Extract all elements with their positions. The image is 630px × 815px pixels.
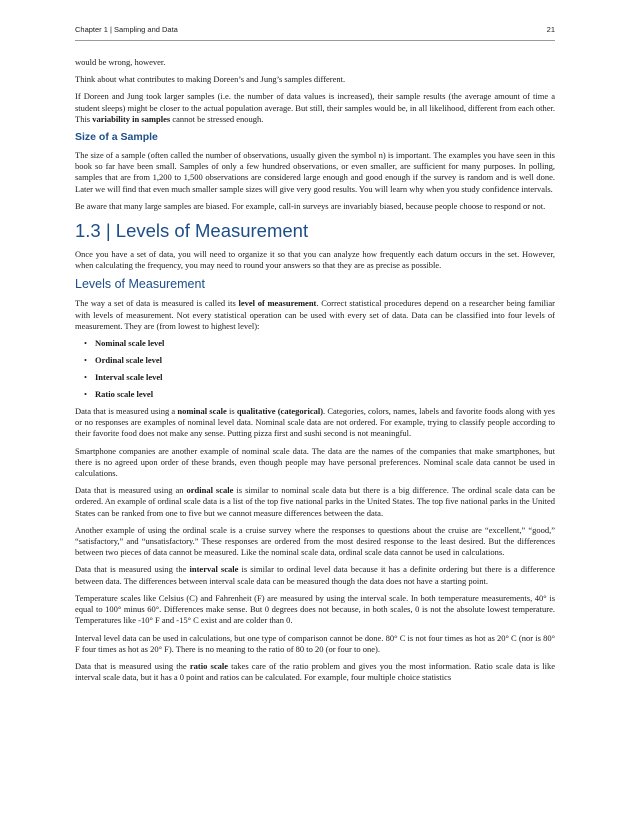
list-item <box>75 355 555 366</box>
list-item <box>75 338 555 349</box>
paragraph-3-text-a: If Doreen and Jung took larger samples (i.e. the number of data values is increased), their sample results (the average amount of time a student sleeps) might be closer to the actual population average. But still, their samples would be, in all likelihood, different from each other. This <box>75 91 555 124</box>
paragraph-7-text-a: The way a set of data is measured is called its <box>75 298 239 309</box>
paragraph-13: Temperature scales like Celsius (C) and Fahrenheit (F) are measured by using the interval scale. In both temperature measurements, 40° is equal to 100° minus 60°. Differences make sense. But 0 degrees does not because, in both scales, 0 is not the absolute lowest temperature. Temperatures like -10° F and -15° C exist and are colder than 0. <box>75 592 555 626</box>
paragraph-5: Be aware that many large samples are biased. For example, call-in surveys are invariably biased, because people choose to respond or not. <box>75 200 546 211</box>
paragraph-15 <box>75 661 555 683</box>
paragraph-2: Think about what contributes to making Doreen’s and Jung’s samples different. <box>75 74 346 85</box>
paragraph-8 <box>75 406 555 440</box>
list-item <box>75 389 555 400</box>
paragraph-10-text-b: is similar to nominal scale data but there is a big difference. The ordinal scale data can be ordered. An example of ordinal scale data is a list of the top five national parks in the United States. The top five national parks in the United States can be ranked from one to five but we cannot measure differences between the data. <box>75 485 555 518</box>
list-item-label: Ordinal scale level <box>95 355 163 366</box>
ratio-scale-term: ratio scale <box>189 660 228 671</box>
paragraph-3 <box>75 91 555 125</box>
paragraph-4: The size of a sample (often called the number of observations, usually given the symbol n) is important. The examples you have seen in this book so far have been small. Samples of only a few hundred observations, or even smaller, are sufficient for many purposes. In polling, samples that are from 1,200 to 1,500 observations are considered large enough and good enough if the survey is random and is well done. Later we will find that even much smaller sample sizes will give very good results. You will learn why when you study confidence intervals. <box>75 150 555 194</box>
interval-scale-term: interval scale <box>189 564 239 575</box>
paragraph-1: would be wrong, however. <box>75 57 166 67</box>
paragraph-12-text-a: Data that is measured using the <box>75 564 190 575</box>
paragraph-7 <box>75 298 555 332</box>
list-item-label: Interval scale level <box>95 372 163 383</box>
levels-heading: Levels of Measurement <box>75 277 205 292</box>
body-content <box>75 57 555 689</box>
bullet-icon: • <box>84 355 87 366</box>
paragraph-15-text-b: takes care of the ratio problem and gives you the most information. Ratio scale data is like interval scale data, but it has a 0 point and ratios can be calculated. For example, four multiple choice statistics <box>75 660 555 683</box>
paragraph-7-text-b: . Correct statistical procedures depend on a researcher being familiar with levels of measurement. Not every statistical operation can be used with every set of data. Data can be classified into four levels of measurement. They are (from lowest to highest level): <box>75 298 556 331</box>
paragraph-9: Smartphone companies are another example of nominal scale data. The data are the names of the companies that make smartphones, but there is no agreed upon order of these brands, even though people may have personal preferences. Nominal scale data cannot be used in calculations. <box>75 445 555 479</box>
paragraph-8-text-a: Data that is measured using a <box>75 406 178 417</box>
running-header <box>75 25 555 37</box>
paragraph-15-text-a: Data that is measured using the <box>75 660 190 671</box>
qualitative-term: qualitative (categorical) <box>236 406 324 417</box>
paragraph-12-text-b: is similar to ordinal level data because it has a definite ordering but there is a difference between data. The differences between interval scale data can be measured though the data does not have a starting point. <box>75 564 555 586</box>
bullet-icon: • <box>84 338 87 349</box>
chapter-title: Chapter 1 | Sampling and Data <box>75 25 178 34</box>
bullet-icon: • <box>84 389 87 400</box>
paragraph-12 <box>75 564 555 586</box>
paragraph-14: Interval level data can be used in calculations, but one type of comparison cannot be done. 80° C is not four times as hot as 20° C (nor is 80° F four times as hot as 20° F). There is no meaning to the ratio of 80 to 20 (or four to one). <box>75 632 555 654</box>
variability-term: variability in samples <box>92 113 171 124</box>
paragraph-3-text-b: cannot be stressed enough. <box>170 113 264 124</box>
nominal-scale-term: nominal scale <box>177 406 227 417</box>
header-rule <box>75 40 555 41</box>
paragraph-10 <box>75 485 555 519</box>
list-item <box>75 372 555 383</box>
paragraph-8-text-b: is <box>226 406 237 417</box>
section-heading: 1.3 | Levels of Measurement <box>75 220 309 242</box>
bullet-icon: • <box>84 372 87 383</box>
page-number: 21 <box>546 25 555 34</box>
level-of-measurement-term: level of measurement <box>238 298 317 309</box>
list-item-label: Nominal scale level <box>95 338 165 349</box>
paragraph-10-text-a: Data that is measured using an <box>75 485 187 496</box>
paragraph-6: Once you have a set of data, you will need to organize it so that you can analyze how frequently each datum occurs in the set. However, when calculating the frequency, you may need to round your answers so that they are as precise as possible. <box>75 249 555 271</box>
paragraph-8-text-c: . Categories, colors, names, labels and favorite foods along with yes or no responses are examples of nominal level data. Nominal scale data are not ordered. For example, trying to classify people according to their favorite food does not make any sense. Putting pizza first and sushi second is not meaningful. <box>75 406 555 439</box>
size-of-sample-heading: Size of a Sample <box>75 131 158 144</box>
list-item-label: Ratio scale level <box>95 389 154 400</box>
paragraph-11: Another example of using the ordinal scale is a cruise survey where the responses to questions about the cruise are “excellent,” “good,” “satisfactory,” and “unsatisfactory.” These responses are ordered from the most desired response to the least desired. But the differences between two pieces of data cannot be measured. Like the nominal scale data, ordinal scale data cannot be used in calculations. <box>75 524 555 558</box>
levels-list <box>75 338 555 400</box>
ordinal-scale-term: ordinal scale <box>186 485 234 496</box>
